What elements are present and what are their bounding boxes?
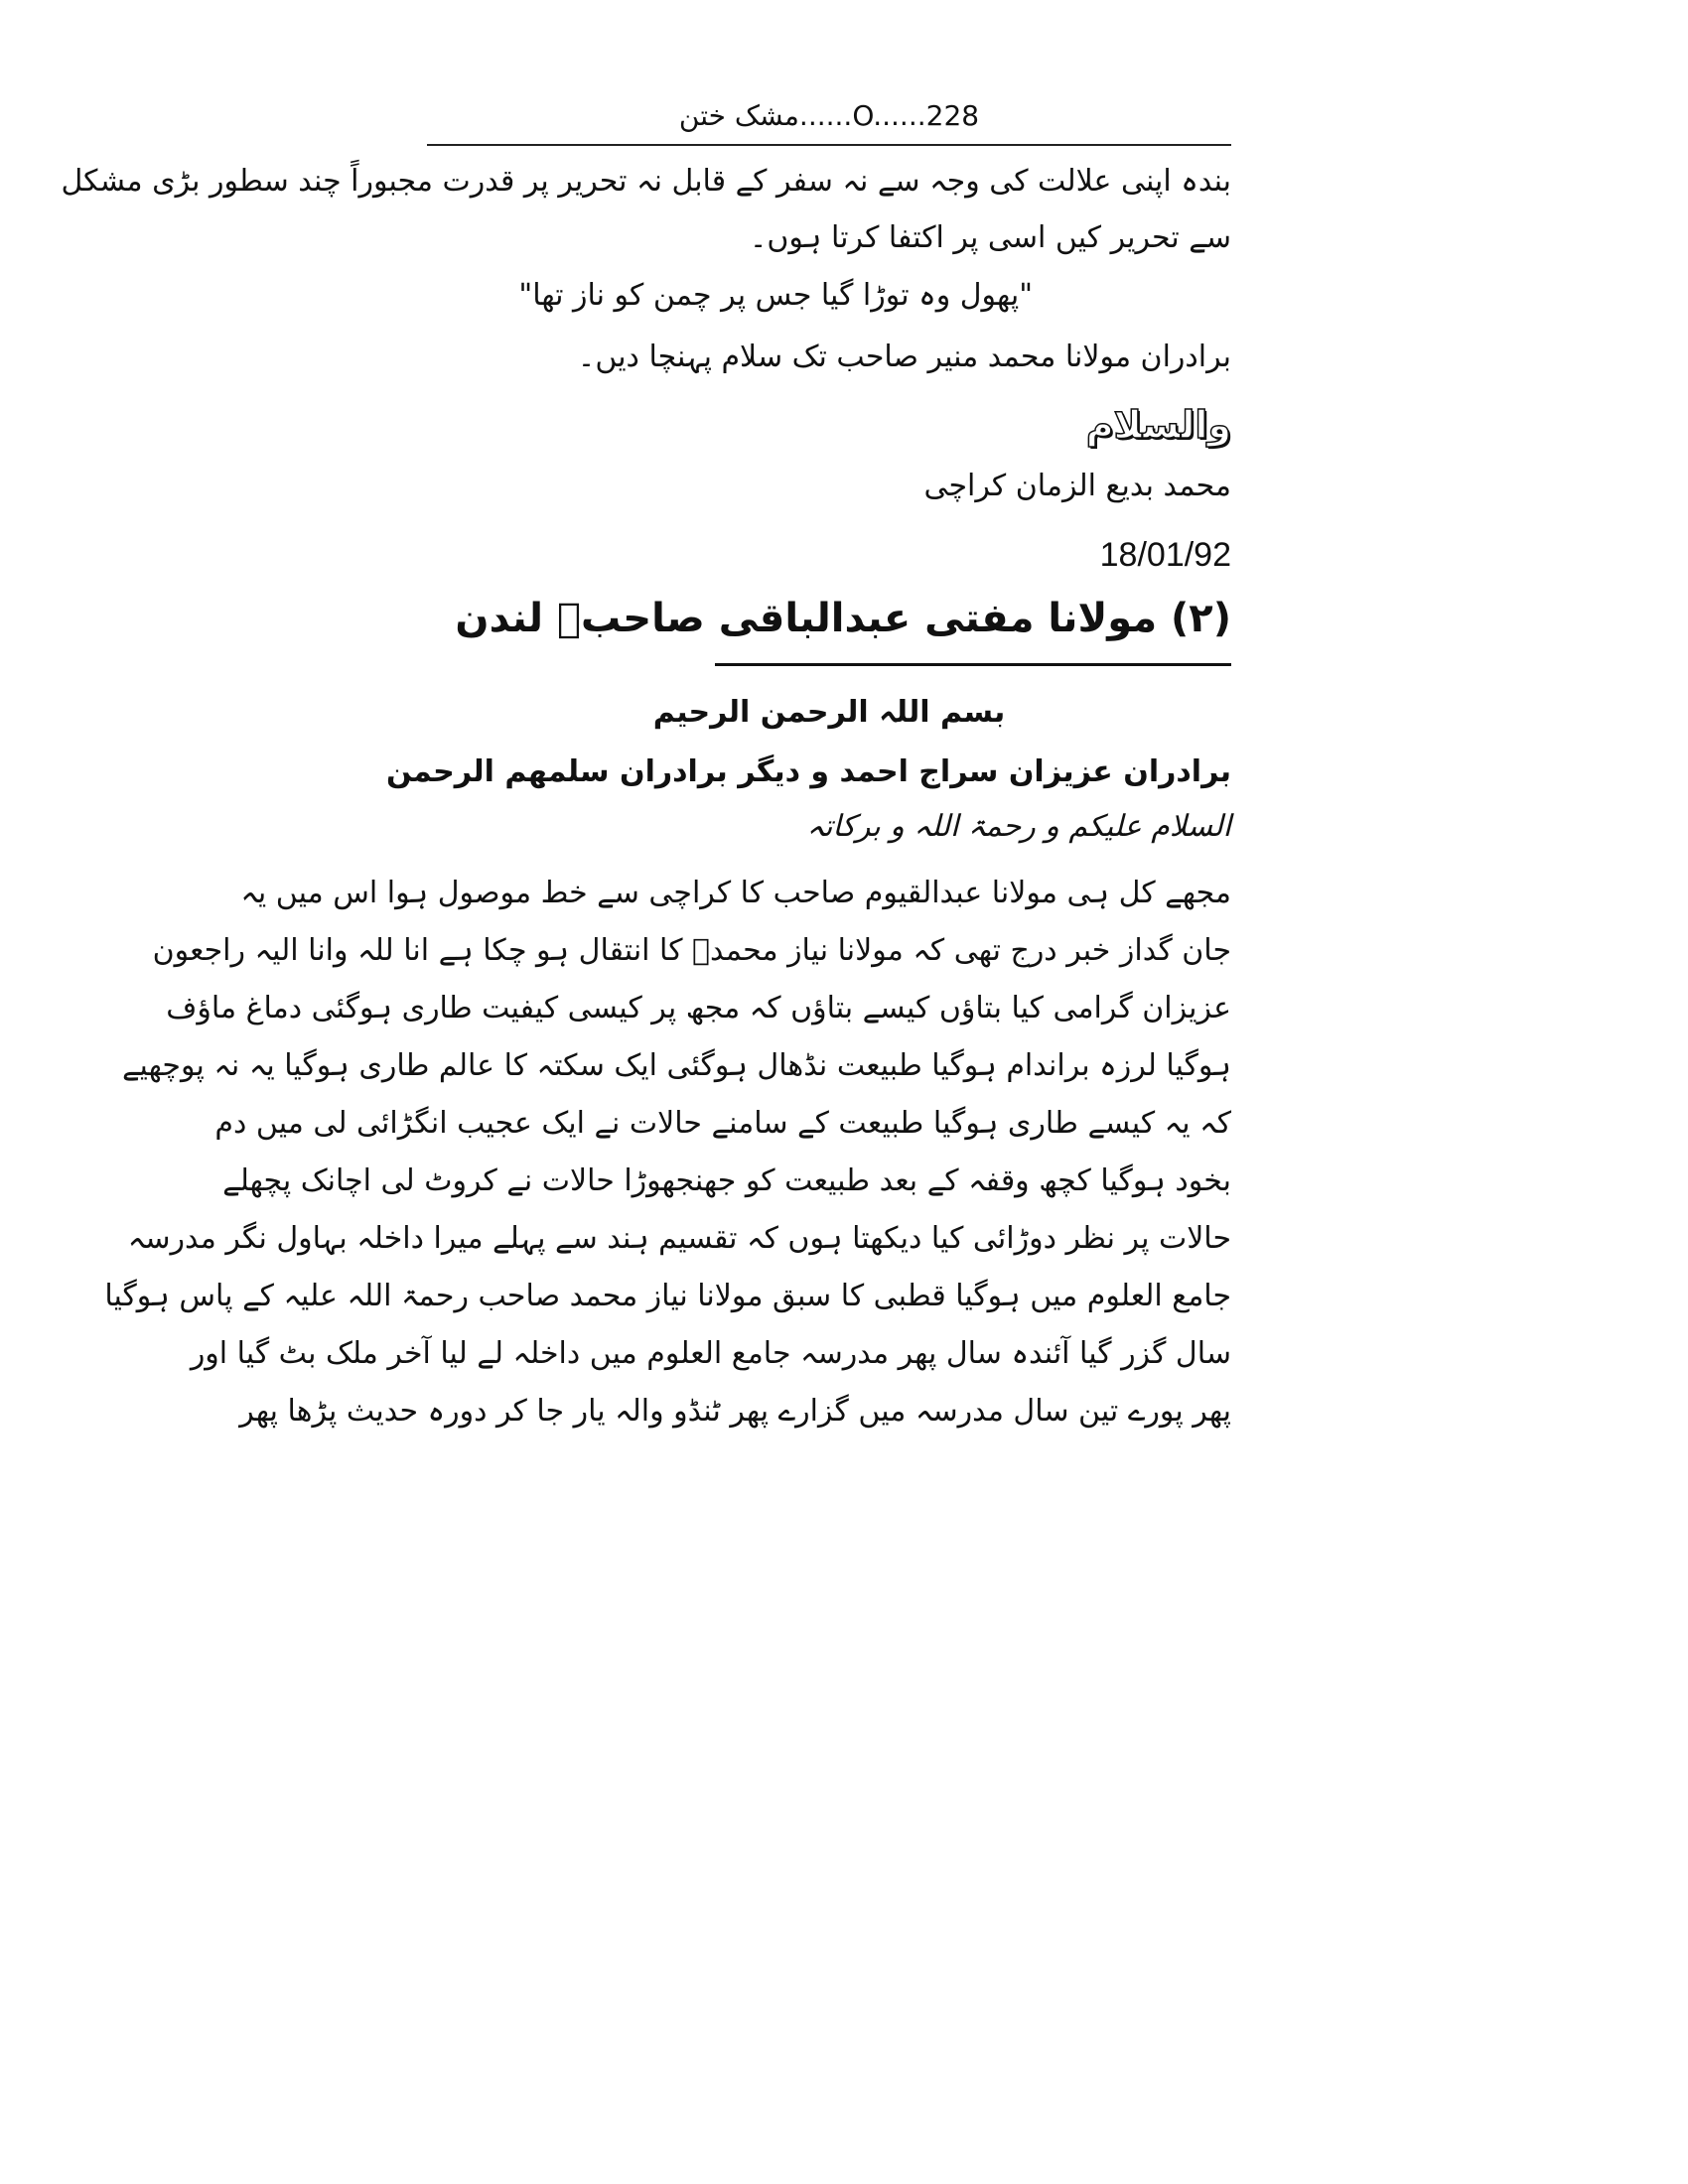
- section-heading: (۲) مولانا مفتی عبدالباقی صاحبؒ لندن: [455, 596, 1231, 641]
- body-line-4: ہوگیا لرزہ براندام ہوگیا طبیعت نڈھال ہوگئی ایک سکتہ کا عالم طاری ہوگیا یہ نہ پوچھیے: [121, 1048, 1231, 1083]
- body-line-6: بخود ہوگیا کچھ وقفہ کے بعد طبیعت کو جھنجھوڑا حالات نے کروٹ لی اچانک پچھلے: [222, 1163, 1231, 1198]
- section-heading-underline: [715, 663, 1231, 666]
- salutation: برادران عزیزان سراج احمد و دیگر برادران سلمھم الرحمن: [385, 754, 1231, 789]
- body-line-9: سال گزر گیا آئندہ سال پھر مدرسہ جامع العلوم میں داخلہ لے لیا آخر ملک بٹ گیا اور: [190, 1336, 1231, 1371]
- greeting-line: برادران مولانا محمد منیر صاحب تک سلام پہنچا دیں۔: [577, 340, 1231, 374]
- body-line-8: جامع العلوم میں ہوگیا قطبی کا سبق مولانا نیاز محمد صاحب رحمۃ اللہ علیہ کے پاس ہوگیا: [104, 1279, 1231, 1313]
- running-header: مشک ختن......O......228: [678, 99, 980, 132]
- signature: محمد بدیع الزمان کراچی: [923, 469, 1231, 503]
- quote-line: "پھول وہ توڑا گیا جس پر چمن کو ناز تھا": [518, 278, 1033, 313]
- body-line-2: جان گداز خبر درج تھی کہ مولانا نیاز محمدؒ کا انتقال ہو چکا ہے انا للہ وانا الیہ راجعون: [152, 933, 1231, 968]
- bismillah: بسم اللہ الرحمن الرحیم: [652, 695, 1006, 730]
- letter-one-line-2: سے تحریر کیں اسی پر اکتفا کرتا ہوں۔: [749, 220, 1231, 255]
- letter-date: 18/01/92: [1099, 536, 1231, 574]
- body-line-10: پھر پورے تین سال مدرسہ میں گزارے پھر ٹنڈو والہ یار جا کر دورہ حدیث پڑھا پھر: [239, 1394, 1231, 1429]
- body-line-5: کہ یہ کیسے طاری ہوگیا طبیعت کے سامنے حالات نے ایک عجیب انگڑائی لی میں دم: [214, 1106, 1231, 1141]
- body-line-3: عزیزان گرامی کیا بتاؤں کیسے بتاؤں کہ مجھ پر کیسی کیفیت طاری ہوگئی دماغ ماؤف: [166, 991, 1231, 1025]
- salaam: السلام علیکم و رحمۃ اللہ و برکاتہ: [806, 809, 1231, 844]
- closing-wassalam: والسلام: [1085, 403, 1231, 447]
- header-divider: [427, 144, 1231, 146]
- body-line-1: مجھے کل ہی مولانا عبدالقیوم صاحب کا کراچی سے خط موصول ہوا اس میں یہ: [240, 876, 1231, 910]
- letter-one-line-1: بندہ اپنی علالت کی وجہ سے نہ سفر کے قابل نہ تحریر پر قدرت مجبوراً چند سطور بڑی مشکل: [61, 164, 1231, 199]
- body-line-7: حالات پر نظر دوڑائی کیا دیکھتا ہوں کہ تقسیم ہند سے پہلے میرا داخلہ بہاول نگر مدرسہ: [127, 1221, 1231, 1256]
